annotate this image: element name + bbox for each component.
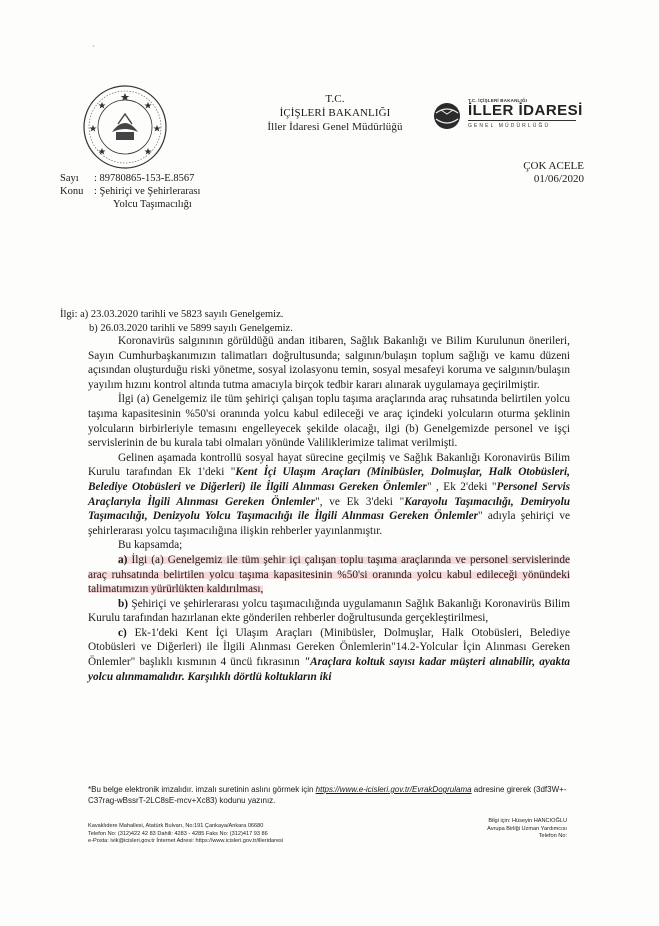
paragraph-2: İlgi (a) Genelgemiz ile tüm şehiriçi çalışan toplu taşıma araçlarında araç ruhsatında belirtilen yolcu taşıma kapasitesinin %50'si oranında yolcu kabul edileceği ve araç içindeki yolcuların oturma şeklinin yolcuların birbirleriyle temasını engelleyecek şekilde olacağı, ilgi (b) Genelgemizde personel ve işçi servislerinin de bu kurala tabi olmaları yönünde Valiliklerimize talimat verilmişti. <box>88 393 570 450</box>
p3-text-c: " , Ek 2'deki " <box>426 480 497 493</box>
globe-icon <box>432 101 462 131</box>
footer-info <box>487 818 567 841</box>
ministry-seal-logo <box>82 84 168 170</box>
e-signature-note <box>88 784 578 806</box>
ilgi-block <box>60 308 293 335</box>
p5-text: İlgi (a) Genelgemiz ile tüm şehir içi çalışan toplu taşıma araçlarında ve personel servislerinde araç ruhsatında belirtilen yolcu taşıma kapasitesinin %50'si oranında yolcu kabul edileceği yönündeki talimatımızın yürürlükten kaldırılması, <box>88 553 570 596</box>
verification-link[interactable]: https://www.e-icisleri.gov.tr/EvrakDogrulama <box>315 785 472 794</box>
ilgi-b: b) 26.03.2020 tarihli ve 5899 sayılı Genelgemiz. <box>89 322 293 334</box>
p7-label: c) <box>118 626 127 639</box>
logo-small-text: T.C. İÇİŞLERİ BAKANLIĞI <box>468 98 528 103</box>
document-meta <box>60 172 200 211</box>
p3-guide-2: Personel Servis Araçlarıyla İlgili Alınması Gereken Önlemler <box>88 480 571 508</box>
footer-address: Kavaklıdere Mahallesi, Atatürk Bulvarı, No:191 Çankaya/Ankara 06680 <box>88 823 264 829</box>
paragraph-3 <box>88 451 570 539</box>
iller-idaresi-logo <box>428 98 583 138</box>
p6-text: Şehiriçi ve şehirlerarası yolcu taşımacılığında uygulamanın Sağlık Bakanlığı Koronavirüs Bilim Kurulu tarafından hazırlanan ekte gönderilen rehberler doğrultusunda gerçekleştirilmesi, <box>88 597 570 625</box>
p5-label: a) <box>118 553 128 566</box>
ilgi-a-row <box>60 308 293 322</box>
info-phone: Telefon No: <box>538 833 567 840</box>
header-line-tc: T.C. <box>325 93 345 105</box>
header-line-ministry: İÇİŞLERİ BAKANLIĞI <box>279 107 391 119</box>
p3-text-a: Gelinen aşamada kontrollü sosyal hayat sürecine geçilmiş ve Sağlık Bakanlığı Koronavirüs Bilim Kurulu tarafından Ek 1'deki " <box>88 451 570 479</box>
highlighted-decision <box>88 554 570 595</box>
info-title: Avrupa Birliği Uzman Yardımcısı <box>487 825 567 832</box>
footer-contact <box>88 823 418 846</box>
paragraph-1: Koronavirüs salgınının görüldüğü andan itibaren, Sağlık Bakanlığı ve Bilim Kurulunun önerileri, Sayın Cumhurbaşkanımızın talimatları doğrultusunda; salgının/bulaşın toplum sağlığı ve kamu düzeni açısından oluşturduğu riski yönetme, sosyal izolasyonu temin, sosyal mesafeyi koruma ve salgının/bulaşın yayılım hızını kontrol altında tutma amacıyla birçok tedbir kararı alınarak uygulamaya geçirilmiştir. <box>88 335 570 391</box>
p7-quote: "Araçlara koltuk sayısı kadar müşteri alınabilir, ayakta yolcu alınmamalıdır. Karşılıklı dörtlü koltukların iki <box>88 656 570 683</box>
urgency-block <box>523 160 584 186</box>
ilgi-a: : a) 23.03.2020 tarihli ve 5823 sayılı Genelgemiz. <box>74 309 284 320</box>
p3-guide-1: Kent İçi Ulaşım Araçları (Minibüsler, Dolmuşlar, Halk Otobüsleri, Belediye Otobüsleri ve Diğerleri) ile İlgili Alınması Gereken Önlemler <box>88 466 570 493</box>
document-date: 01/06/2020 <box>533 173 584 185</box>
footer-phone: Telefon No: (312)422 42 83 Dahili: 4283 - 4285 Faks No: (312)417 93 86 <box>88 830 268 837</box>
note-suffix: adresine girerek (3df3W+-C37rag-wBssrT-2LC8sE-mcv+Xc83) kodunu yazınız. <box>88 785 567 805</box>
logo-sub-text: GENEL MÜDÜRLÜĞÜ <box>468 123 551 129</box>
sayi-label: Sayı <box>60 173 79 184</box>
paragraph-5 <box>88 553 570 597</box>
footer-email: e-Posta: ivik@icisleri.gov.tr İnternet Adresi: https://www.icisleri.gov.tr/illeridaresi <box>88 838 284 845</box>
sayi-row <box>60 172 200 185</box>
paragraph-4: Bu kapsamda; <box>118 539 183 552</box>
konu-value-continued: Yolcu Taşımacılığı <box>113 199 192 210</box>
urgency-label: ÇOK ACELE <box>523 160 584 172</box>
p3-text-g: " adıyla şehiriçi ve şehirlerarası yolcu taşımacılığına ilişkin rehberler yayınlanmıştır. <box>88 510 570 537</box>
paragraph-7 <box>88 626 570 684</box>
konu-label: Konu <box>60 186 84 197</box>
logo-divider <box>468 120 576 121</box>
info-name: Bilgi için: Hüseyin HANCIOĞLU <box>488 818 567 824</box>
note-prefix: *Bu belge elektronik imzalıdır. imzalı suretinin aslını görmek için <box>88 785 316 794</box>
ilgi-label: İlgi <box>60 309 75 320</box>
p3-text-e: ", ve Ek 3'deki " <box>315 495 405 508</box>
sayi-value: : 89780865-153-E.8567 <box>94 173 195 184</box>
p7-text: Ek-1'deki Kent İçi Ulaşım Araçları (Minibüsler, Dolmuşlar, Halk Otobüsleri, Belediye Otobüsleri ve Diğerleri) ile İlgili Alınması Gereken Önlemlerin"14.2-Yolcular İçin Alınması Gereken Önlemler" başlıklı kısmının 4 üncü fıkrasının <box>88 626 570 669</box>
document-body <box>88 334 570 684</box>
scan-speck: ˊ <box>92 44 95 54</box>
konu-row <box>60 185 200 198</box>
header-line-directorate: İller İdaresi Genel Müdürlüğü <box>267 121 403 133</box>
logo-main-text: İLLER İDARESİ <box>468 102 583 119</box>
p6-label: b) <box>118 597 129 610</box>
konu-value: : Şehiriçi ve Şehirlerarası <box>94 186 201 197</box>
p3-guide-3: Karayolu Taşımacılığı, Demiryolu Taşımacılığı, Denizyolu Yolcu Taşımacılığı ile İlgili Alınması Gereken Önlemler <box>88 495 570 523</box>
paragraph-6 <box>88 597 570 626</box>
ministry-header <box>250 92 420 134</box>
